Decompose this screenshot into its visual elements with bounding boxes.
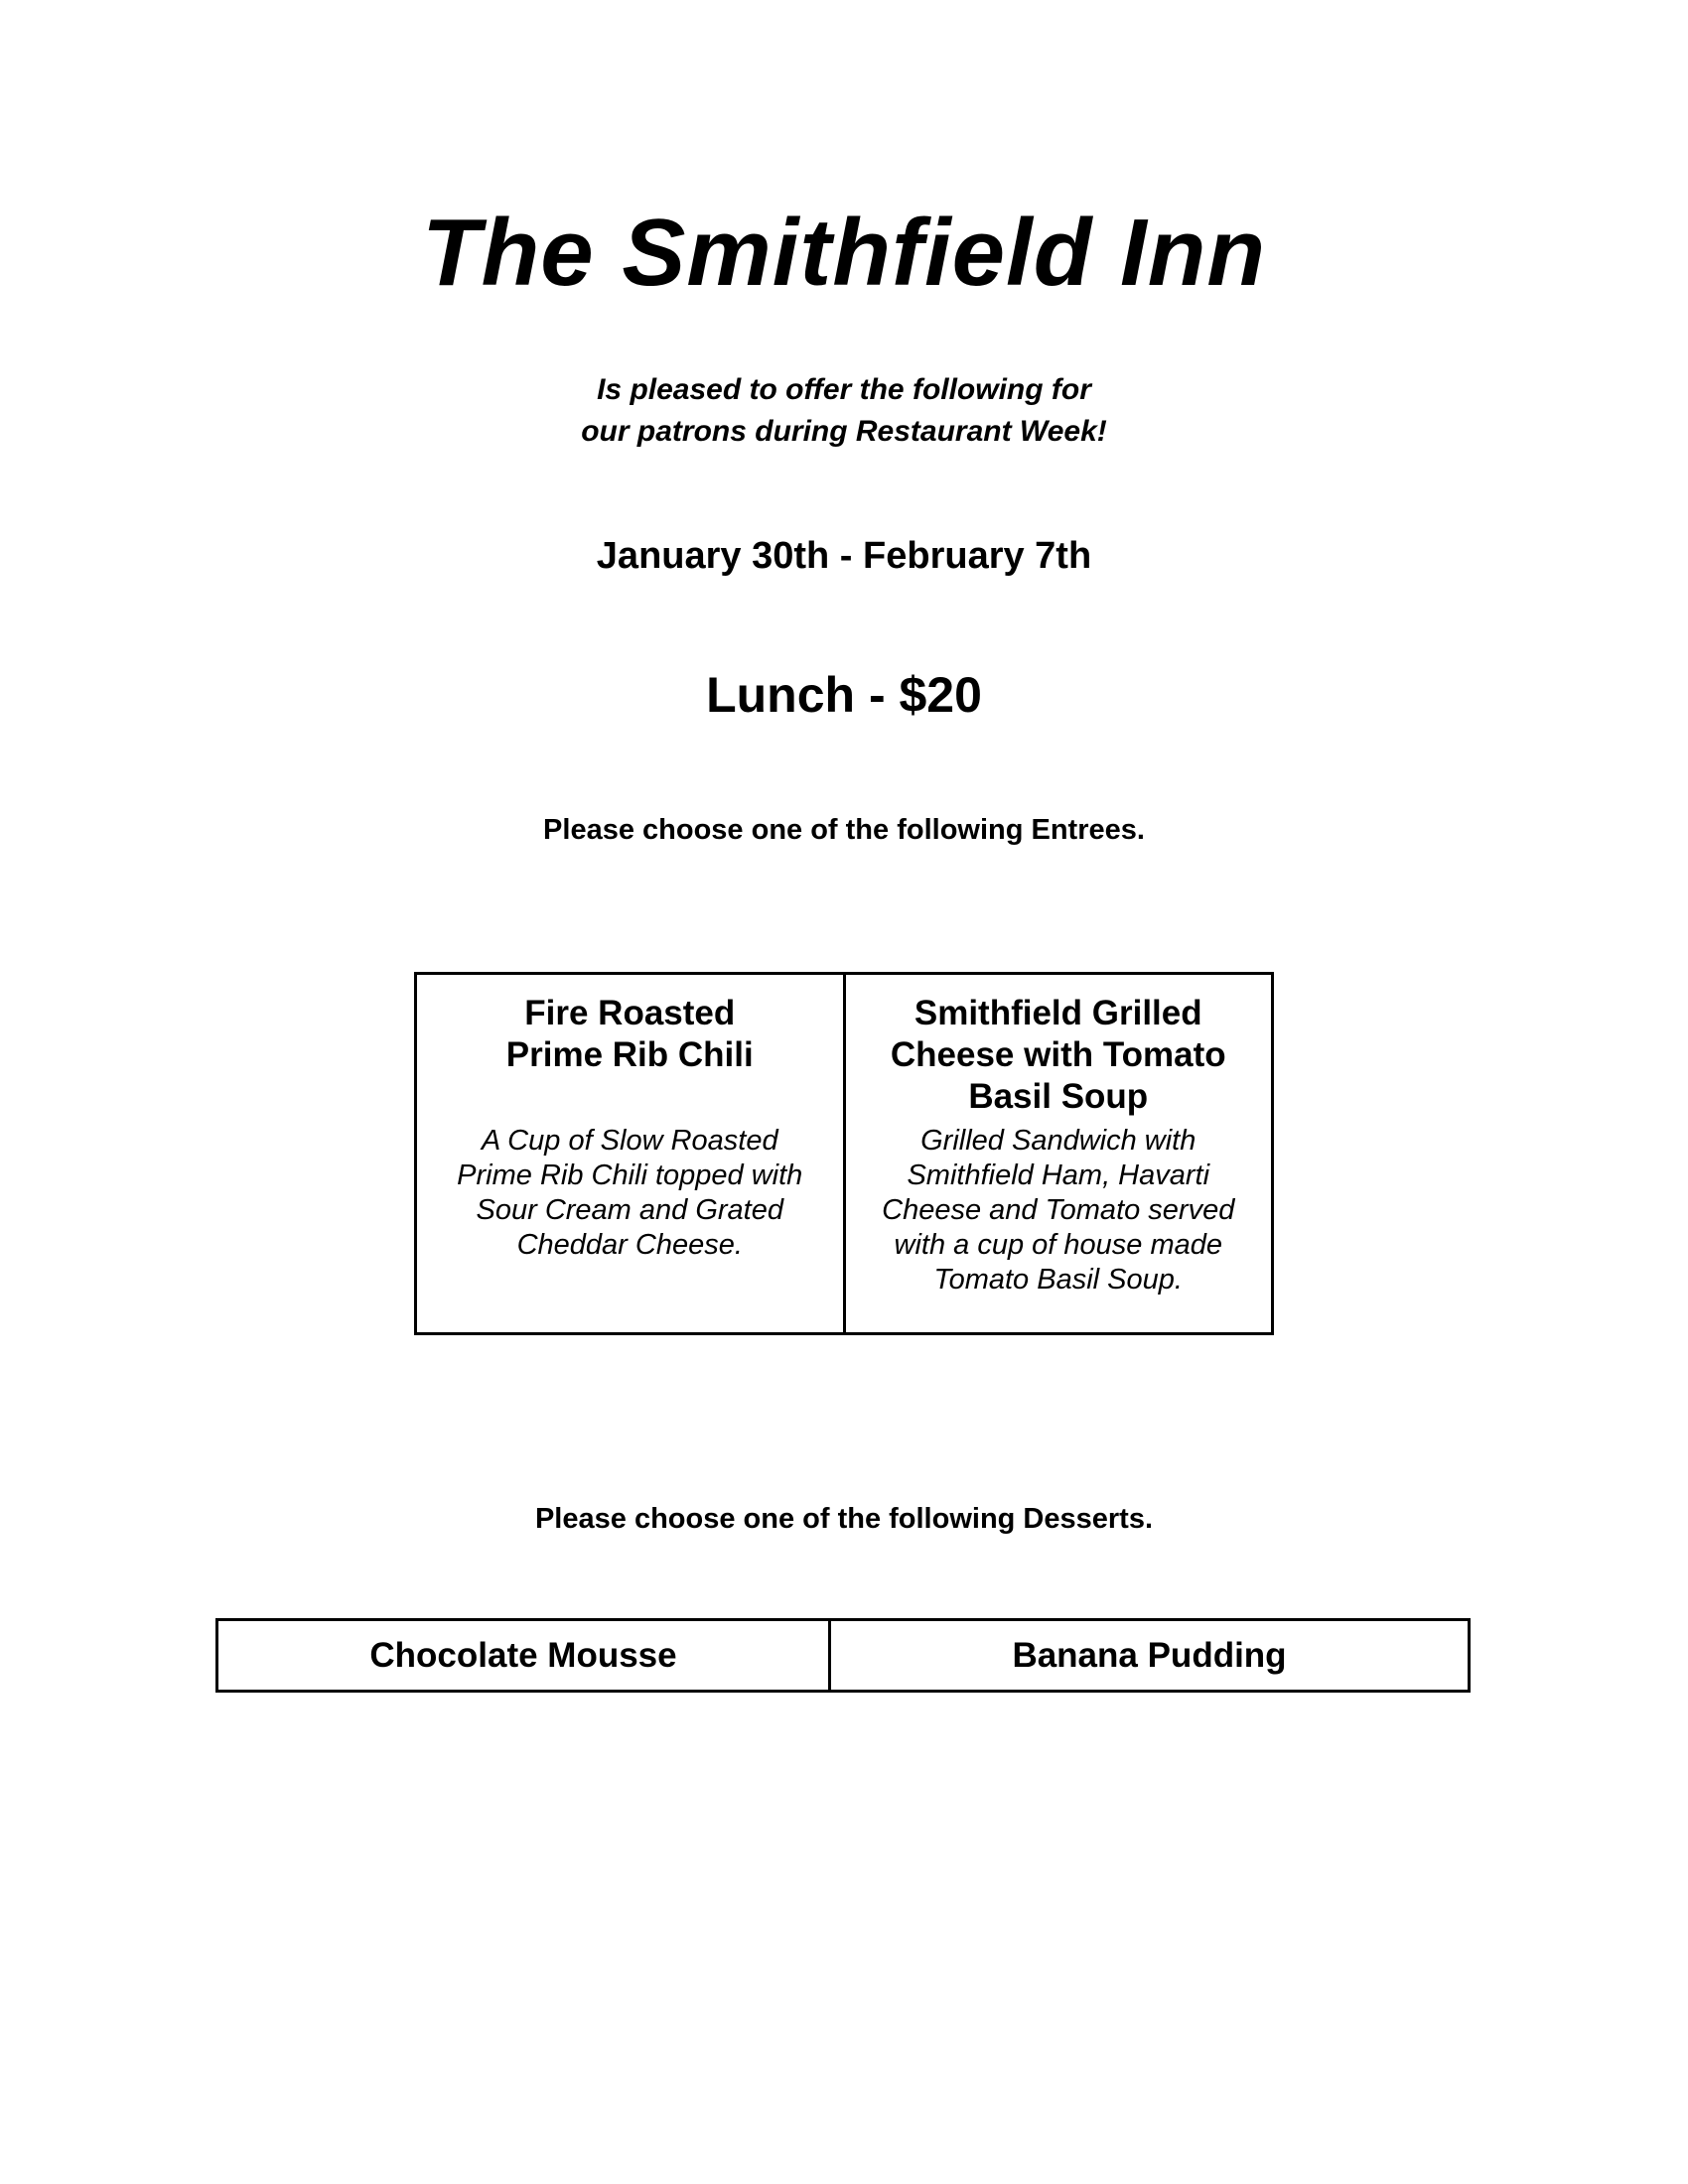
event-dates: January 30th - February 7th: [596, 535, 1092, 577]
entrees-table: [414, 972, 1274, 1335]
entree-cell: [843, 975, 1272, 1332]
dessert-item: Chocolate Mousse: [369, 1635, 677, 1675]
subtitle-line-2: our patrons during Restaurant Week!: [581, 415, 1107, 448]
lunch-price: Lunch - $20: [706, 667, 982, 723]
subtitle-line-1: Is pleased to offer the following for: [597, 373, 1091, 406]
entree-description: Grilled Sandwich with Smithfield Ham, Havarti Cheese and Tomato served with a cup of house made Tomato Basil Soup.: [882, 1125, 1235, 1296]
entree-description: A Cup of Slow Roasted Prime Rib Chili topped with Sour Cream and Grated Cheddar Cheese.: [457, 1125, 803, 1261]
entree-name: Fire Roasted Prime Rib Chili: [505, 994, 754, 1074]
entree-name: Smithfield Grilled Cheese with Tomato Basil Soup: [890, 994, 1226, 1116]
entrees-instruction: Please choose one of the following Entrees.: [543, 814, 1145, 846]
desserts-instruction: Please choose one of the following Desserts.: [534, 1503, 1154, 1535]
desserts-table: [215, 1618, 1471, 1693]
subtitle: [0, 369, 1688, 453]
dessert-item: Banana Pudding: [828, 1621, 1468, 1690]
entree-cell: [417, 975, 843, 1332]
restaurant-title: The Smithfield Inn: [422, 200, 1266, 306]
